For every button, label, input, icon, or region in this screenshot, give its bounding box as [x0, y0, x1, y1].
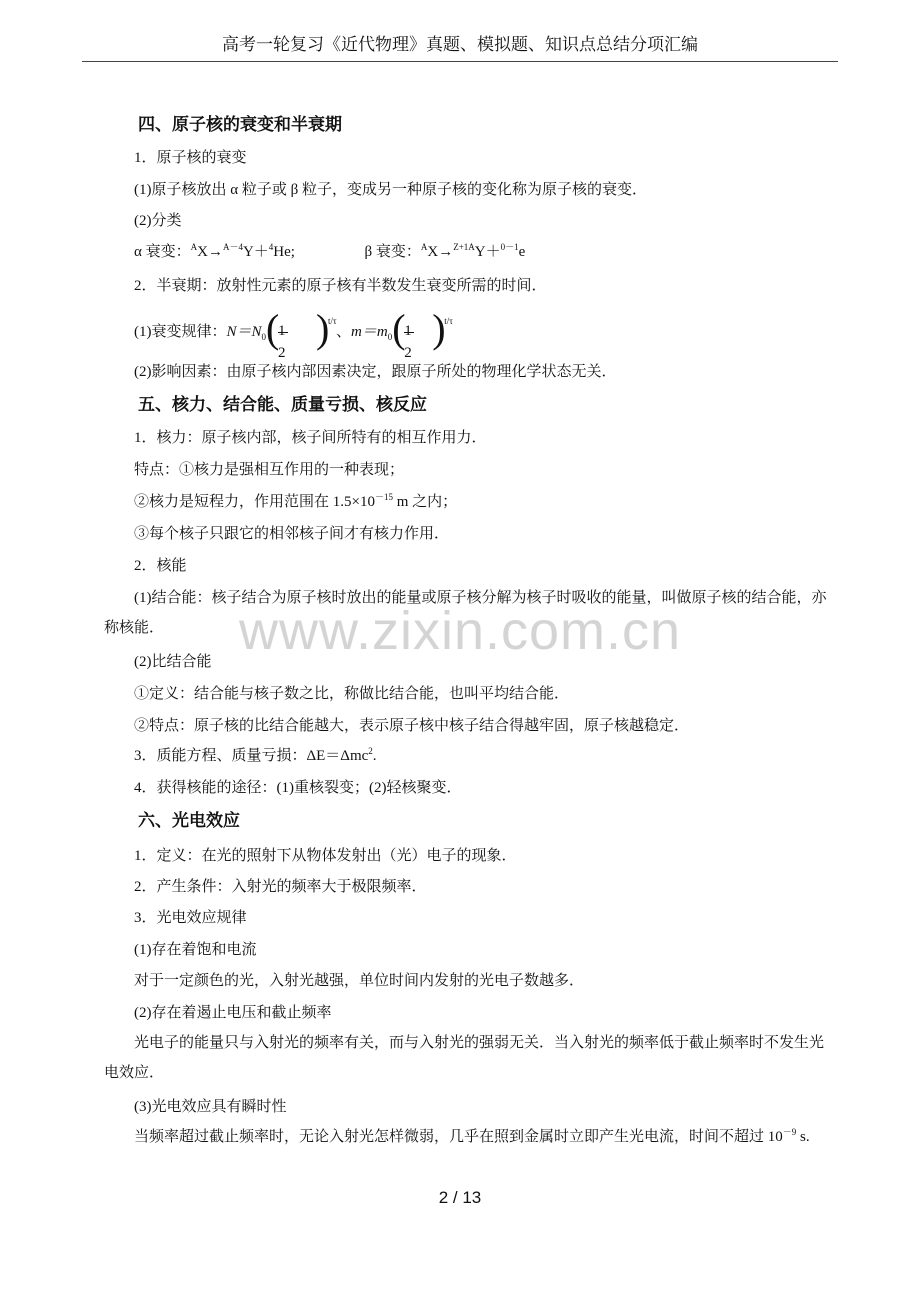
page-header: 高考一轮复习《近代物理》真题、模拟题、知识点总结分项汇编 — [222, 35, 698, 54]
s5-line-3-b: m 之内； — [392, 494, 458, 510]
s6-line-2: 2．产生条件：入射光的频率大于极限频率． — [134, 879, 427, 895]
frac-num-2: 1 — [404, 322, 412, 339]
exp-1: t/τ — [328, 315, 337, 326]
s4-line-5: 2．半衰期：放射性元素的原子核有半数发生衰变所需的时间． — [134, 278, 547, 294]
alpha-eq-2: Y＋ — [242, 244, 269, 260]
s5-line-8: ②特点：原子核的比结合能越大，表示原子核中核子结合得越牢固，原子核越稳定． — [134, 718, 690, 734]
s4-decay-law — [134, 305, 462, 361]
s4-decay-equations — [134, 242, 525, 262]
decay-law-n0-sub: 0 — [261, 332, 267, 342]
s4-line-7: (2)影响因素：由原子核内部因素决定，跟原子所处的物理化学状态无关． — [134, 364, 617, 380]
decay-law-prefix: (1)衰变规律： — [134, 324, 227, 340]
frac-den-1: 2 — [278, 344, 286, 361]
decay-law-m: m＝m — [351, 324, 388, 340]
s6-paragraph-2-sup: －9 — [782, 1127, 797, 1137]
s5-line-5: 2．核能 — [134, 558, 187, 574]
alpha-decay-label: α 衰变： — [134, 244, 191, 260]
alpha-sup-a: A — [190, 242, 198, 252]
decay-law-sep: 、 — [336, 324, 352, 340]
alpha-eq-3: He; — [273, 244, 295, 260]
section-4-heading: 四、原子核的衰变和半衰期 — [138, 115, 342, 134]
decay-law-n: N＝N — [226, 324, 262, 340]
s5-line-9-b: . — [372, 748, 377, 764]
page-number: 2 / 13 — [438, 1188, 482, 1207]
section-6-heading: 六、光电效应 — [138, 811, 240, 830]
s5-line-4: ③每个核子只跟它的相邻核子间才有核力作用． — [134, 526, 450, 542]
s6-line-6: (2)存在着遏止电压和截止频率 — [134, 1005, 332, 1021]
s6-paragraph-2 — [104, 1122, 838, 1152]
s5-line-10: 4．获得核能的途径：(1)重核裂变；(2)轻核聚变． — [134, 780, 462, 796]
frac-den-2: 2 — [404, 344, 412, 361]
s5-line-7: ①定义：结合能与核子数之比，称做比结合能，也叫平均结合能． — [134, 686, 570, 702]
beta-decay-label: β 衰变： — [364, 244, 421, 260]
s6-paragraph-1: 光电子的能量只与入射光的频率有关，而与入射光的强弱无关．当入射光的频率低于截止频率时不发生光电效应． — [104, 1035, 825, 1081]
beta-sup-m10: 0－1 — [500, 242, 519, 252]
s5-line-2: 特点：①核力是强相互作用的一种表现； — [134, 462, 405, 478]
alpha-sup-4: 4 — [268, 242, 274, 252]
s5-paragraph-1: (1)结合能：核子结合为原子核时放出的能量或原子核分解为核子时吸收的能量，叫做原子核的结合能，亦称核能． — [104, 590, 827, 636]
beta-sup-a: A — [420, 242, 428, 252]
s5-line-3-sup: －15 — [374, 492, 393, 502]
s6-paragraph-2-b: s. — [796, 1129, 810, 1145]
s6-line-4: (1)存在着饱和电流 — [134, 942, 257, 958]
beta-eq-1: X→ — [427, 244, 454, 260]
s6-line-7: (3)光电效应具有瞬时性 — [134, 1099, 287, 1115]
decay-law-m0-sub: 0 — [387, 332, 393, 342]
s6-paragraph-2-a: 当频率超过截止频率时，无论入射光怎样微弱，几乎在照到金属时立即产生光电流，时间不超过 10 — [134, 1129, 783, 1145]
section-5-heading: 五、核力、结合能、质量亏损、核反应 — [138, 395, 427, 414]
beta-sup-z1a: Z+1A — [453, 242, 475, 252]
frac-num-1: 1 — [278, 322, 286, 339]
watermark: www.zixin.com.cn — [238, 601, 682, 661]
s4-line-3: (2)分类 — [134, 213, 182, 229]
s5-line-1: 1．核力：原子核内部，核子间所特有的相互作用力． — [134, 430, 487, 446]
s5-line-3 — [134, 492, 457, 512]
s5-line-9-a: 3．质能方程、质量亏损：ΔE＝Δmc — [134, 748, 369, 764]
fraction-half-1: ( 1 2 ) t/τ — [266, 313, 336, 353]
s4-line-1: 1．原子核的衰变 — [134, 150, 247, 166]
alpha-sup-a4: A－4 — [222, 242, 243, 252]
beta-eq-2: Y＋ — [474, 244, 501, 260]
fraction-half-2: ( 1 2 ) t/τ — [392, 313, 462, 353]
beta-eq-3: e — [518, 244, 526, 260]
s4-line-2: (1)原子核放出 α 粒子或 β 粒子，变成另一种原子核的变化称为原子核的衰变． — [134, 182, 647, 198]
s6-line-1: 1．定义：在光的照射下从物体发射出（光）电子的现象． — [134, 848, 517, 864]
s5-line-9 — [134, 746, 377, 766]
s5-line-3-a: ②核力是短程力，作用范围在 1.5×10 — [134, 494, 375, 510]
exp-2: t/τ — [444, 315, 453, 326]
s6-line-3: 3．光电效应规律 — [134, 910, 247, 926]
s5-line-9-sup: 2 — [368, 746, 373, 756]
s5-line-6: (2)比结合能 — [134, 654, 212, 670]
header-divider — [82, 61, 838, 62]
s6-line-5: 对于一定颜色的光，入射光越强，单位时间内发射的光电子数越多． — [134, 973, 585, 989]
alpha-eq-1: X→ — [197, 244, 223, 260]
